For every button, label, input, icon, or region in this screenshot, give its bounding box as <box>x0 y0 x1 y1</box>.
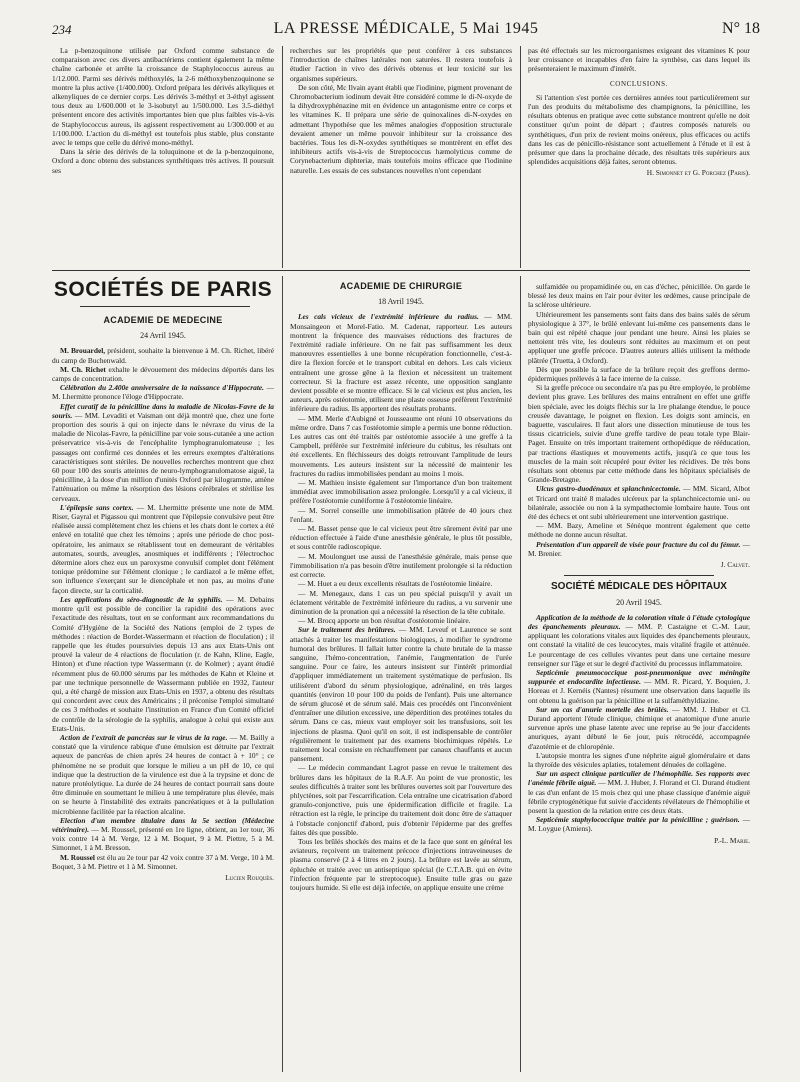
paragraph-text: — M. Brocq apporte un bon résultat d'ostéotomie linéaire. <box>298 616 471 626</box>
section-heading: ACADÉMIE DE CHIRURGIE <box>339 282 463 291</box>
session-date: 20 Avril 1945. <box>616 597 662 607</box>
paragraph-text: — M. Lhermitte présente une note de MM. Riser, Gayral et Pigassou qui montrent que l'épilepsie convulsive peut être réalisée aussi complètement chez les chiens et les chats dont le cortex a été enlevé en totalité que chez les témoins ; après une période de choc post-opératoire, les animaux se rétablissent tout en demeurant de véritables automates, sourds, aveugles, anosmiques et indifférents ; l'électrochoc détermine alors chez eux un paroxysme convulsif complet dont l'élément tonique prédomine sur l'élément clonique ; le cardiazol a le même effet, son influence s'exerçant sur le diencéphale et non pas, au moins d'une façon directe, sur la corticalité. <box>52 502 274 595</box>
paragraph-title: Présentation d'un appareil de visée pour fracture du col du fémur. <box>536 539 741 549</box>
paragraph-text: — MM. J. Huber et Cl. Durand apportent l'étude clinique, chimique et anatomique d'une anurie survenue après une phase latente avec une reprise au 9e jour d'accidents anuriques, ayant débuté le 6e jour, puis rétrocédé, accompagnée d'azotémie et de chloropénie. <box>528 704 750 751</box>
section-heading: SOCIÉTÉ MÉDICALE DES HÔPITAUX <box>551 581 727 593</box>
paragraph-text: — M. Moulonguet use aussi de l'anesthésie générale, mais pense que l'immobilisation n'a pas besoin d'être inutilement prolongée si la réduction est correcte. <box>290 551 512 580</box>
paragraph-text: — MM. Monsaingeon et Morel-Fatio. M. Cadenat, rapporteur. Les auteurs montrent la fréquence des mauvaises réductions des fractures de l'extrémité radiale inférieure. On ne fait pas suffisamment les deux manœuvres essentielles à une bonne récupération fonctionnelle, c'est-à-dire la flexion forcée et le transport cubital en dehors. Les cals vicieux entraînent une grosse gêne à la flexion et nécessitent un traitement correcteur. Si la fracture est assez récente, une opposition sanglante devient possible et se montre efficace. Si le cal vicieux est plus ancien, les auteurs, après ostéotomie, utilisent une plaste osseuse préfèrent l'extrémité inférieure du radius. Ils apportent des résultats probants. <box>290 312 512 414</box>
lead-name: M. Roussel <box>60 852 95 862</box>
paragraph <box>290 579 512 588</box>
paragraph-text: président, souhaite la bienvenue à M. Ch. Richet, libéré du camp de Buchenwald. <box>52 346 274 365</box>
hopitaux-paragraphs <box>528 613 750 834</box>
paragraph <box>528 613 750 668</box>
column-rule <box>282 46 283 268</box>
paragraph-text: — MM. Merle d'Aubigné et Jousseaume ont réuni 10 observations du même ordre. Dans 7 cas l'ostéotomie simple a permis une bonne réduction. Les autres cas ont été traités par ostéotomie associée à une greffe à la Campbell, préférée sur l'extrémité inférieure du cubitus, les résultats ont été excellents. En fléchisseurs des doigts retrouvant l'amplitude de leurs mouvements. Les auteurs insistent sur la nécessité de maintenir les fractures du radius immobilisées pendant au moins 1 mois. <box>290 413 512 478</box>
paragraph-title: Sur le traitement des brûlures. <box>298 625 396 635</box>
paragraph <box>528 769 750 815</box>
column-rule <box>520 46 521 268</box>
session-date: 18 Avril 1945. <box>378 297 424 307</box>
page-number: 234 <box>52 22 72 37</box>
paragraph <box>52 595 274 733</box>
paragraph <box>528 310 750 365</box>
paragraph <box>290 616 512 625</box>
paragraph-title: Effet curatif de la pénicilline dans la maladie de Nicolas-Favre de la souris. <box>52 401 274 420</box>
paragraph: Si l'attention s'est portée ces dernières années tout particulièrement sur l'un des produits du métabolisme des champignons, la pénicilline, les résultats obtenus en pratique avec cette substance montrent qu'elle ne doit constituer qu'un point de départ ; d'autres composés naturels ou synthétiques, d'un prix de revient moins onéreux, plus efficaces ou actifs dans les cas de pénicillo-résistance sont actuellement à l'étude et il est à présumer que dans la prochaine décade, des résultats très supérieurs aux splendides acquisitions déjà faites, seront obtenus. <box>528 92 750 167</box>
paragraph-text: — Le médecin commandant Lagrot passe en revue le traitement des brûlures dans les hôpitaux de la R.A.F. Au point de vue pronostic, les seules difficultés à traiter sont les brûlures ouvertes soit par l'ouverture des phlyctènes, soit par l'escarrification. Cela entraîne une cicatrisation d'abord granulo-conjonctive, puis une épidermification difficile et fragile. La rétraction est la règle, le principe du traitement doit donc être de s'attaquer à l'obstacle conjonctif d'abord, puis d'obtenir l'épiderme par des greffes faites dès que possible. <box>290 763 512 837</box>
paragraph: recherches sur les propriétés que peut conférer à ces substances l'introduction de chaînes latérales non saturées. Il restera toutefois à étudier l'action in vivo des dérivés obtenus et leur toxicité sur les organismes supérieurs. <box>290 46 512 83</box>
paragraph-title: Ulcus gastro-duodénaux et splanchnicectomie. <box>536 484 681 494</box>
paragraph-title: Septicémie staphylococcique traitée par la pénicilline ; guérison. <box>536 815 740 825</box>
paragraph <box>290 837 512 892</box>
paragraph-text: — MM. P. Castaigne et C.-M. Laur, appliquant les colorations vitales aux liquides des épanchements pleuraux, ont constaté la vitalité de ces leucocytes, mais vitalité fragile et atténuée. Le pourcentage de ces cellules vivantes peut dans une certaine mesure renseigner sur l'âge et sur le degré d'activité du processus inflammatoire. <box>528 621 750 668</box>
lead-name: M. Ch. Richet <box>60 364 106 374</box>
paragraph <box>290 625 512 763</box>
paragraph-title: Célébration du 2.400e anniversaire de la naissance d'Hippocrate. <box>60 383 265 393</box>
session-date: 24 Avril 1945. <box>140 331 186 341</box>
paragraph <box>290 524 512 552</box>
paragraph-text: — M. Lhermitte prononce l'éloge d'Hippocrate. <box>52 383 274 402</box>
paragraph <box>52 853 274 871</box>
paragraph <box>290 506 512 524</box>
paragraph-text: — MM. R. Picard, Y. Boquien, J. Horeau et J. Kernéis (Nantes) résument une observation dans laquelle ils ont obtenu la guérison par la pénicilline et la sulfaméthyldiazine. <box>528 677 750 705</box>
paragraph <box>52 383 274 401</box>
paragraph <box>528 282 750 310</box>
paragraph <box>528 521 750 539</box>
section-divider <box>564 575 714 576</box>
running-header <box>52 18 760 40</box>
paragraph-text: sulfamidée ou propamidinée ou, en cas d'échec, pénicillée. On garde le blessé les deux mains en l'air pour éviter les œdèmes, cause principale de la sclérose ultérieure. <box>528 282 750 310</box>
paragraph-title: Sur un cas d'anurie mortelle des brûlés. <box>536 704 669 714</box>
top-article-col2 <box>290 46 512 272</box>
paragraph <box>528 815 750 833</box>
societes-title: SOCIÉTÉS DE PARIS <box>53 278 273 301</box>
paragraph-title: Election d'un membre titulaire dans la 5e section (Médecine vétérinaire). <box>52 815 274 834</box>
paragraph-text: — M. Huet a eu deux excellents résultats de l'ostéotomie linéaire. <box>298 579 493 589</box>
paragraph <box>528 540 750 558</box>
paragraph: De son côté, Mc Ilvain ayant établi que l'iodinine, pigment provenant de Chromobacterium iodinum devait être considéré comme le di-N-oxyde de la dihydroxyphénazine mit en évidence un antagonisme entre ce corps et les vitamines K. Il prépara une série de quinoxalines di-N-oxydes en admettant l'hypothèse que les mêmes analogies d'opposition structurale devaient amener un même pouvoir inhibiteur sur la croissance des bactéries. Tous les di-N-oxydes synthétiques se montrèrent en effet des inhibiteurs actifs vis-à-vis de Streptococcus hæmolyticus comme de Corynebacterium diphteriæ, mais toutefois moins efficace que l'iodinine naturelle. Les essais de ces substances nouvelles n'ont cependant <box>290 82 512 175</box>
paragraph-title: Action de l'extrait de pancréas sur le virus de la rage. <box>60 732 228 742</box>
lead-name: M. Brouardel, <box>60 346 106 356</box>
chirurgie-continued <box>528 282 750 558</box>
paragraph-text: — M. Mathieu insiste également sur l'importance d'un bon traitement immédiat avec immobilisation assez prolongée. Lorsqu'il y a cal vicieux, il préfère l'ostéotomie cunéiforme à l'ostéotomie linéaire. <box>290 478 512 506</box>
paragraph-text: est élu au 2e tour par 42 voix contre 37 à M. Verge, 10 à M. Boquet, 3 à M. Piettre et 1 à M. Simonnet. <box>52 852 274 871</box>
paragraph <box>52 346 274 364</box>
section-signature: J. Calvet. <box>720 560 750 570</box>
medecine-paragraphs <box>52 346 274 871</box>
paragraph-title: Les cals vicieux de l'extrémité inférieure du radius. <box>298 312 479 322</box>
paragraph-text: — MM. J. Huber, J. Florand et Cl. Durand étudient le cas d'un enfant de 15 mois chez qui une phase classique d'anémie aiguë fébrile cryptogénétique fut suivie d'accidents révélateurs de l'hémophilie et posent la question de la relation entre ces deux états. <box>528 778 750 815</box>
paragraph <box>52 365 274 383</box>
academie-chirurgie <box>290 282 512 1072</box>
paragraph-title: Septicémie pneumococcique post-pneumonique avec méningite suppurée et endocardite infectieuse. <box>528 667 750 687</box>
top-article-col3 <box>528 46 750 272</box>
paragraph <box>290 414 512 478</box>
section-divider <box>52 270 750 271</box>
paragraph-title: Sur un aspect clinique particulier de l'hémophilie. Ses rapports avec l'anémie fébrile aiguë. <box>528 769 750 788</box>
top-article-col1 <box>52 46 274 272</box>
paragraph-text: — M. Debains montre qu'il est possible de concilier la rapidité des opérations avec l'exactitude des résultats, tout en se conformant aux recommandations du Comité d'Hygiène de la Société des Nations (emploi de 2 types de méthodes : réaction de Bordet-Wassermann et réaction de floculation) ; il rappelle que les études poursuivies depuis 13 ans aux Etats-Unis ont prouvé la valeur de 4 réactions de floculation (r. de Kahn, Kline, Eagle, Hinton) et d'une réaction type Wassermann (r. de Kolmer) ; ayant étudié récemment plus de 60.000 sérums par les méthodes de Kahn et Kleine et par une technique personnelle de Wassermann publiée en 1932, l'auteur qui, a été chargé de mission aux Etats-Unis en 1937, a obtenu des résultats qui concordent avec ceux des Américains ; il préconise l'emploi simultané de ces 3 méthodes et souhaite l'institution en France d'un Comité officiel de contrôle de la sérologie de la syphilis, analogue à celui qui existe aux Etats-Unis. <box>52 594 274 733</box>
paragraph-text: Tous les brûlés shockés des mains et de la face que sont en général les aviateurs, reçoivent un traitement précoce d'injections intraveineuses de plasma conservé (2 à 4 litres en 2 jours). La brûlure est lavée au sérum, épluchée et traitée avec un antiseptique spécial (le C.T.A.B. qui en évite l'infection fréquente par le streptocoque). Ensuite tulle gras ou gaze toujours humide. Si elle est déjà infectée, on applique ensuite une crème <box>290 836 512 892</box>
section-signature: P.-L. Marie. <box>714 835 750 845</box>
paragraph <box>52 503 274 595</box>
paragraph-title: Application de la méthode de la coloration vitale à l'étude cytologique des épanchements pleuraux. <box>528 612 750 631</box>
paragraph-text: Ultérieurement les pansements sont faits dans des bains salés de sérum physiologique à 37°, le brûlé enlevant lui-même ces pansements dans le bain qui est répété chaque jour pendant une heure. Ainsi les plaies se nettoient très vite, les douleurs sont réduites au maximum et on peut appliquer une greffe précoce. D'autres auteurs alliés utilisent la méthode plâtrée (Truetta, à Oxford). <box>528 309 750 365</box>
paragraph-title: Les applications du séro-diagnostic de la syphilis. <box>60 594 223 604</box>
paragraph <box>528 705 750 751</box>
paragraph <box>290 312 512 413</box>
paragraph-text: — M. Roussel, présenté en 1re ligne, obtient, au 1er tour, 36 voix contre 14 à M. Verge, 12 à M. Boquet, 9 à M. Piettre, 5 à M. Simonnet, 1 à M. Bresson. <box>52 824 274 853</box>
paragraph-text: — MM. Leveuf et Laurence se sont attachés à traiter les manifestations biologiques, à modifier le syndrome humoral des brûlures. Il fallait lutter contre la chute brutale de la masse sanguine, l'hémo-concentration, l'anémie, l'augmentation de l'urée sanguine. Pour ce faire, les auteurs insistent sur l'intérêt primordial d'appliquer immédiatement un traitement systématique de perfusion. Ils utilisèrent d'abord du sérum physiologique, adrénaliné, en très larges quantités (environ 10 pour 100 du poids de l'enfant). Puis une alternance de sérum glucosé et de sérum salé. Mais ces procédés ont l'inconvénient d'entraîner une dilution excessive, une déperdition des protéines totales du sérum. Dans ce cas, mieux vaut employer soit les transfusions, soit les injections de plasma. Quoi qu'il en soit, il est indispensable de contrôler régulièrement le traitement par des examens biochimiques répétés. Le traitement local consiste en réchauffement par canaux chauffants et aucun pansement. <box>290 625 512 764</box>
paragraph-title: L'épilepsie sans cortex. <box>60 502 134 512</box>
paragraph <box>528 668 750 705</box>
paragraph-text: exhalte le dévouement des médecins déportés dans les camps de concentration. <box>52 364 274 384</box>
paragraph-text: — MM. Bazy, Ameline et Sénèque montrent également que cette méthode ne donne aucun résultat. <box>528 521 750 540</box>
paragraph <box>290 552 512 580</box>
column-three <box>528 282 750 1072</box>
section-signature: Lucien Rouquès. <box>225 872 274 882</box>
paragraph <box>52 733 274 816</box>
column-rule <box>520 276 521 1072</box>
paragraph <box>528 751 750 769</box>
paragraph <box>290 589 512 617</box>
paragraph-text: — M. Basset pense que le cal vicieux peut être sûrement évité par une réduction effectuée à l'aide d'une anesthésie générale, le plus tôt possible, et sous contrôle radioscopique. <box>290 524 512 552</box>
academie-medecine <box>52 316 274 1072</box>
issue-number: N° 18 <box>722 20 760 37</box>
paragraph: La p-benzoquinone utilisée par Oxford comme substance de comparaison avec ces divers antibactériens contient également la même chaîne carbonée et arrête la croissance de Staphylococcus aureus au 1/12.000. Parmi ses dérivés méthoxylés, la 2-6 méthoxybenzoquinone se montre la plus active (1/400.000). Oxford prépara les dérivés alkyliques et alkenyliques de ce dernier corps. Les dérivés 3-méthyl et 3-éthyl agissent tous deux au 1/600.000 et le 3-isobutyl au 1/500.000. Les 3.5-diéthyl présentent encore des activités importantes bien que plus faibles vis-à-vis de Staphylococcus aureus, ils agissent respectivement au 1/300.000 et au 1/100.000. L'action du di-méthyl est toutefois plus stable, plus constante avec le temps que celle du dérivé mono-méthyl. <box>52 46 274 148</box>
title-rule <box>80 306 250 307</box>
paragraph-text: — M. Sorrel conseille une immobilisation plâtrée de 40 jours chez l'enfant. <box>290 505 512 524</box>
paragraph-text: L'autopsie montra les signes d'une néphrite aiguë glomérulaire et dans la thyroïde des vésicules aplaties, totalement dénuées de collagène. <box>528 750 750 769</box>
paragraph <box>528 484 750 521</box>
paragraph <box>290 763 512 837</box>
journal-title: LA PRESSE MÉDICALE, 5 Mai 1945 <box>273 20 539 37</box>
article-signature: H. Simonnet et G. Porchez (Paris). <box>646 168 750 178</box>
paragraph <box>290 478 512 506</box>
paragraph-text: Dès que possible la surface de la brûlure reçoit des greffons dermo-épidermiques prélevés à la face interne de la cuisse. <box>528 364 750 384</box>
paragraph-text: — M. Bailly a constaté que la virulence rabique d'une émulsion est détruite par l'extrait aqueux de pancréas de chien après 24 heures de contact à + 10° ; ce phénomène ne se produit que lorsque le milieu a un pH de 10, ce qui indique que la destruction de la virulence est due à la trypsine et donc de nature protéolytique. La durée de 24 heures de contact pourrait sans doute être diminuée en soumettant le milieu à une température plus élevée, mais on se heurte à l'instabilité des extraits pancréatiques et à la pullulation microbienne facilitée par la réaction alcaline. <box>52 732 274 816</box>
paragraph-text: — M. Loygue (Amiens). <box>528 815 750 834</box>
paragraph-text: — MM. Levaditi et Vaisman ont déjà montré que, chez une forte proportion des souris à qui on injecte dans le névraxe du virus de la maladie de Nicolas-Favre, la pénicilline par voie sous-cutanée a une action préservatrice vis-à-vis de l'encéphalite lymphogranulomateuse ; les passages ont confirmé ces données et les erreurs exemptes d'altérations caractéristiques sont stériles. De nouvelles recherches montrent que chez 60 pour 100 des souris atteintes de neuro-lymphogranulomatose aiguë, la pénicilline, à la dose d'un million d'unités Oxford par kilogramme, amène l'atténuation ou même la résorption des lésions cérébrales et stérilise les cerveaux. <box>52 410 274 503</box>
paragraph-text: — MM. Sicard, Albot et Tricard ont traité 8 malades ulcéreux par la splanchnicectomie uni- ou bilatérale, associée ou non à la sympathectomie lombaire haute. Tous ont été des échecs et ont subi ultérieurement une intervention gastrique. <box>528 484 750 522</box>
paragraph <box>52 816 274 853</box>
column-rule <box>282 276 283 1072</box>
paragraph-text: — M. Brenier. <box>528 539 750 558</box>
paragraph-text: Si la greffe précoce ou secondaire n'a pas pu être employée, le problème devient plus grave. Les brûlures des mains entraînent en effet une griffe bien spéciale, avec les doigts fléchis sur la 1re phalange étendue, le pouce creusée davantage, le poignet en flexion. Les doigts sont amincis, en baguette, vasculaires. Il faut alors une dissection minutieuse de tous les tissus cicatriciels, suivie d'une greffe tardive de peau totale type Blair-Paget. Ensuite on très important traitement orthopédique de rééducation, par tractions élastiques et mouvements actifs, jusqu'à ce que tous les muscles de la main soit récupéré pour éviter les récidives. De très bons résultats sont obtenus par cette méthode dans les hôpitaux spécialisés de Grande-Bretagne. <box>528 383 750 485</box>
paragraph: Dans la série des dérivés de la toluquinone et de la p-benzoquinone, Oxford a donc obtenu des substances synthétiques très actives. Il poursuit ses <box>52 147 274 175</box>
paragraph: pas été effectués sur les microorganismes exigeant des vitamines K pour leur croissance et incapables d'en faire la synthèse, cas dans lequel ils présenteraient le maximum d'intérêt. <box>528 46 750 74</box>
paragraph <box>52 402 274 503</box>
paragraph <box>528 365 750 383</box>
paragraph <box>528 383 750 484</box>
chirurgie-paragraphs <box>290 312 512 892</box>
paragraph-text: — M. Menegaux, dans 1 cas un peu spécial puisqu'il y avait un éclatement véritable de l'extrémité inférieure du radius, a vu survenir une diminution de la pronation qui a nécessité la résection de la tête cubitale. <box>290 588 512 616</box>
conclusions-heading: CONCLUSIONS. <box>610 79 668 88</box>
section-heading: ACADÉMIE DE MÉDECINE <box>103 316 223 325</box>
